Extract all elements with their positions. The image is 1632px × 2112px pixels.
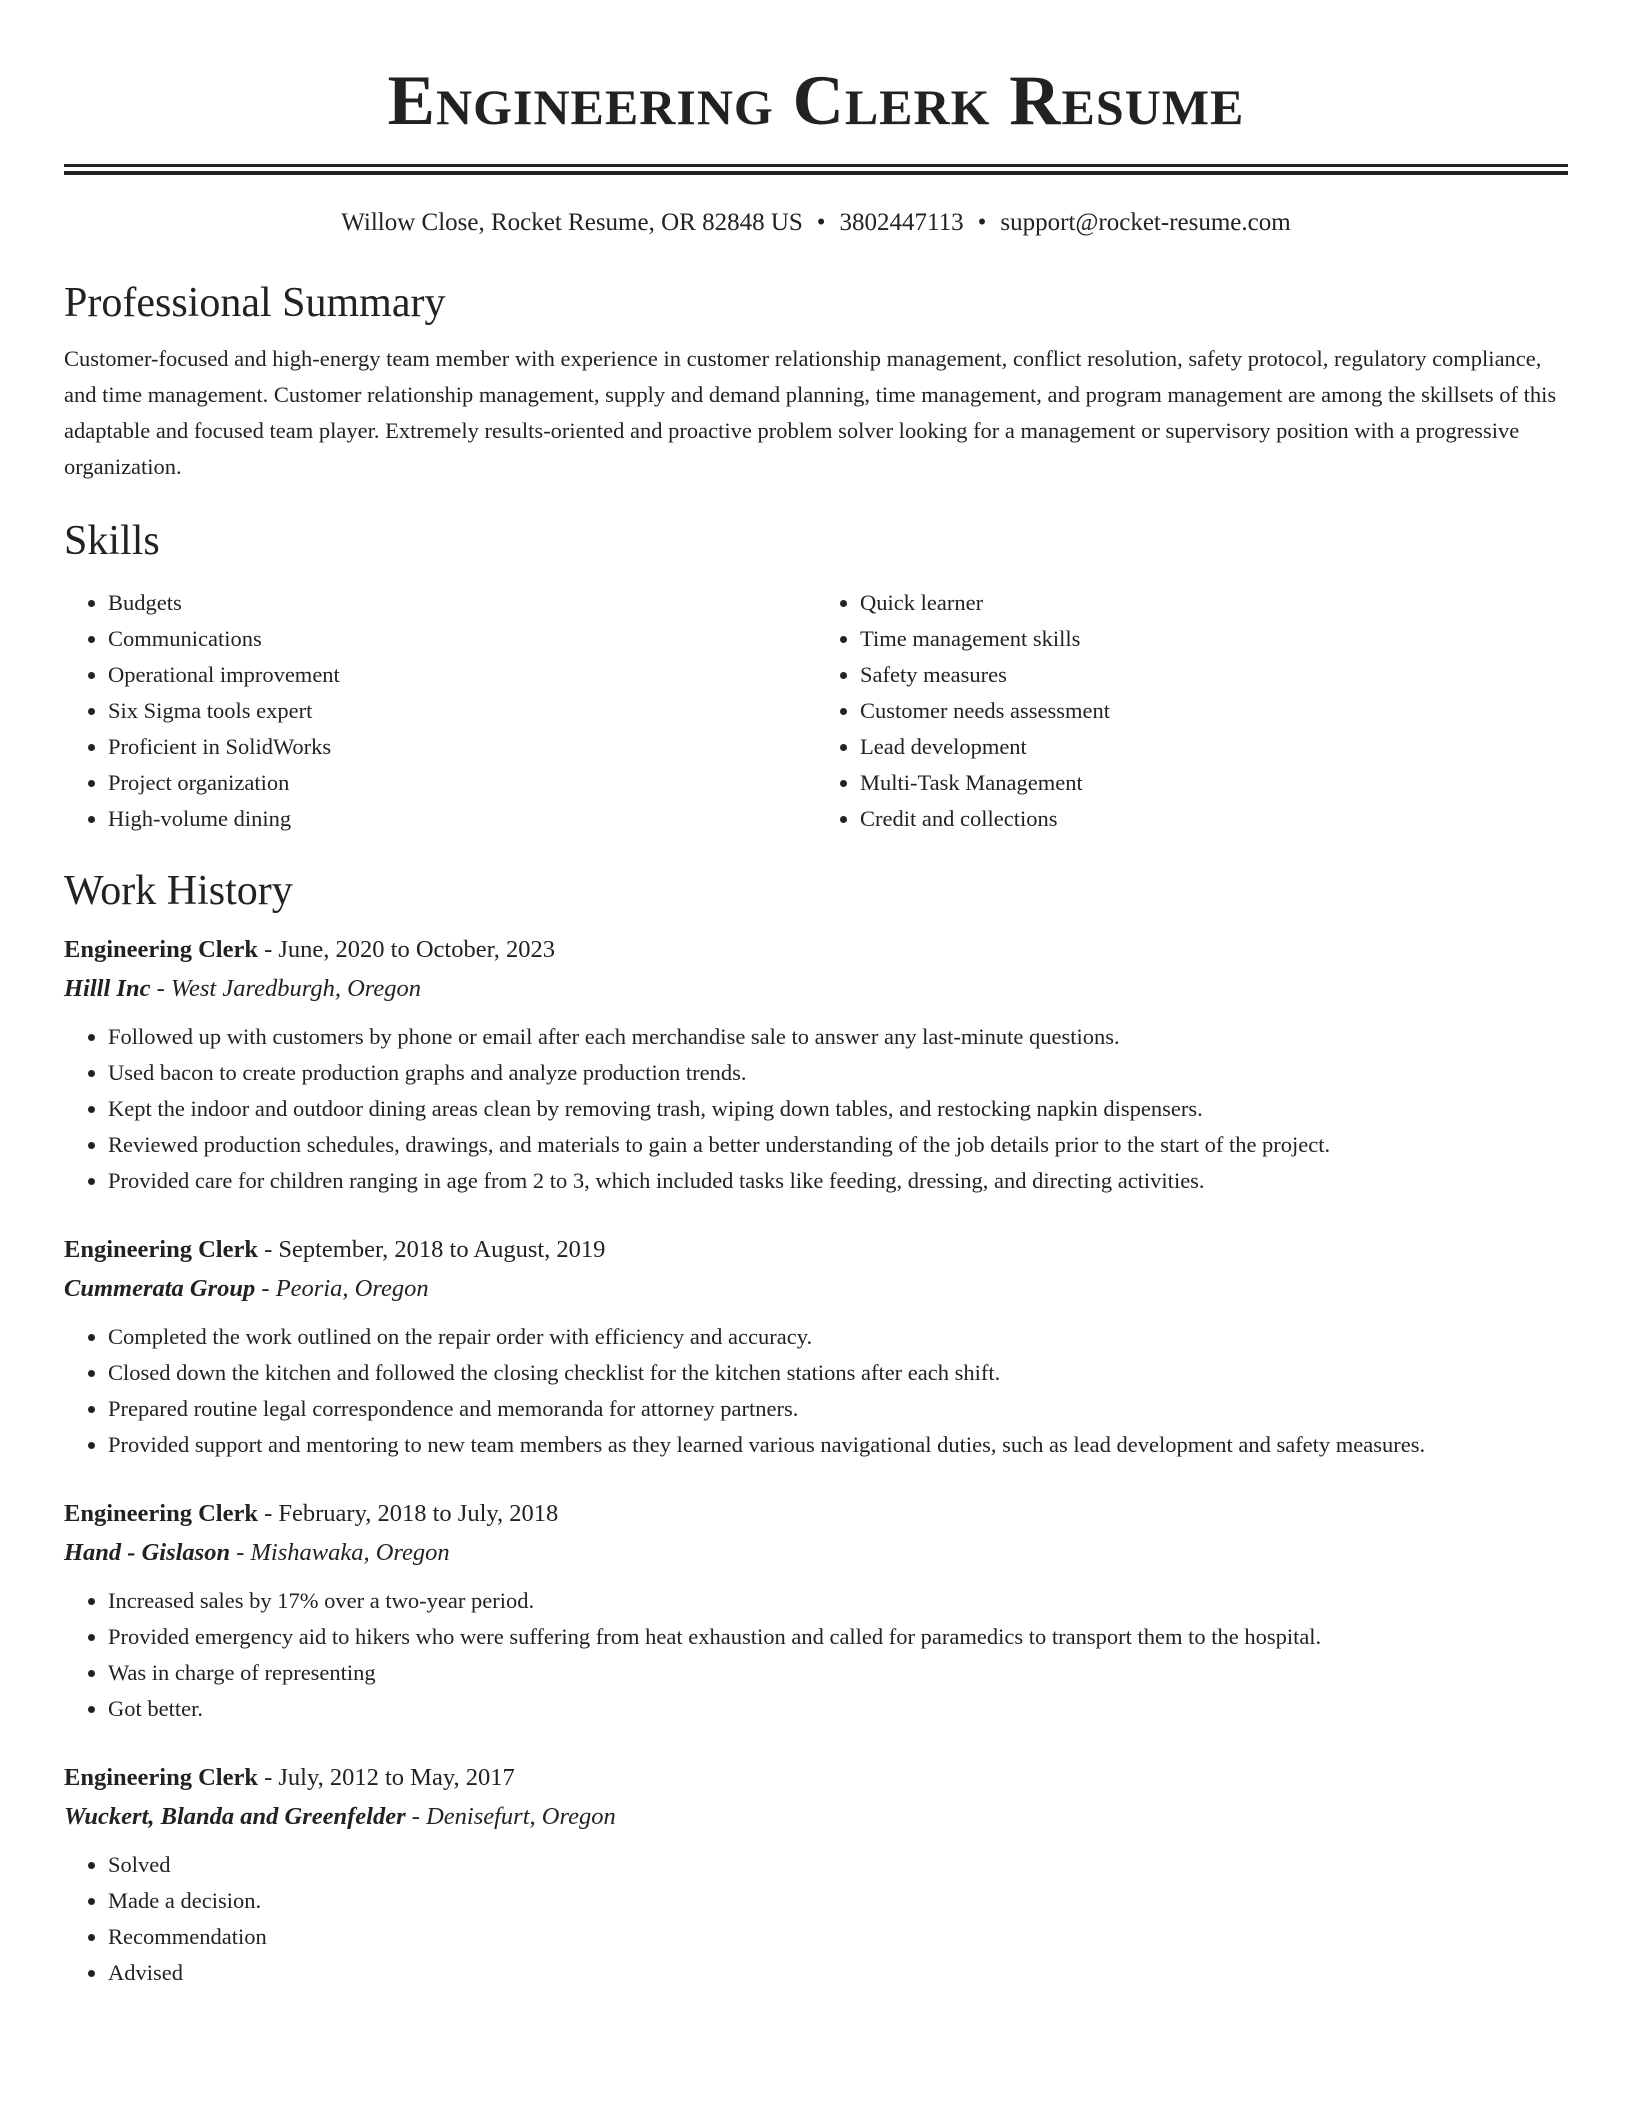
- job-role: Engineering Clerk: [64, 1236, 258, 1263]
- job-duty-item: • Prepared routine legal correspondence and memoranda for attorney partners.: [108, 1391, 1568, 1427]
- skill-item: • Customer needs assessment: [860, 693, 1568, 729]
- contact-phone: 3802447113: [839, 209, 964, 236]
- job-entry: [64, 931, 1568, 1199]
- skill-item: • Safety measures: [860, 657, 1568, 693]
- job-duty-item: • Provided care for children ranging in age from 2 to 3, which included tasks like feeding, dressing, and directing activities.: [108, 1163, 1568, 1199]
- job-duty-item: • Solved: [108, 1847, 1568, 1883]
- job-location: - Mishawaka, Oregon: [230, 1539, 450, 1566]
- job-duty-item: • Followed up with customers by phone or email after each merchandise sale to answer any last-minute questions.: [108, 1019, 1568, 1055]
- skill-item: • Multi-Task Management: [860, 765, 1568, 801]
- contact-separator: •: [977, 209, 987, 236]
- job-duty-item: • Completed the work outlined on the repair order with efficiency and accuracy.: [108, 1319, 1568, 1355]
- contact-email: support@rocket-resume.com: [1000, 209, 1291, 236]
- job-duties: [64, 1583, 1568, 1727]
- job-entry: [64, 1231, 1568, 1463]
- job-entry: [64, 1495, 1568, 1727]
- job-duty-item: • Increased sales by 17% over a two-year period.: [108, 1583, 1568, 1619]
- work-history-heading: Work History: [64, 868, 293, 914]
- job-duty-item: • Closed down the kitchen and followed the closing checklist for the kitchen stations after each shift.: [108, 1355, 1568, 1391]
- skill-item: • Lead development: [860, 729, 1568, 765]
- job-duty-item: • Provided emergency aid to hikers who were suffering from heat exhaustion and called for paramedics to transport them to the hospital.: [108, 1619, 1568, 1655]
- job-dates: - September, 2018 to August, 2019: [257, 1236, 606, 1263]
- skills-list: [64, 585, 1568, 837]
- job-duties: [64, 1019, 1568, 1199]
- job-duty-item: • Was in charge of representing: [108, 1655, 1568, 1691]
- job-duty-item: • Got better.: [108, 1691, 1568, 1727]
- job-company-line: [64, 1797, 1568, 1837]
- job-company: Hand - Gislason: [64, 1539, 231, 1566]
- job-location: - West Jaredburgh, Oregon: [150, 975, 422, 1002]
- job-title-line: [64, 1495, 1568, 1533]
- job-company-line: [64, 1269, 1568, 1309]
- job-duty-item: • Reviewed production schedules, drawings, and materials to gain a better understanding of the job details prior to the start of the project.: [108, 1127, 1568, 1163]
- skill-item: • Budgets: [108, 585, 816, 621]
- job-dates: - February, 2018 to July, 2018: [257, 1500, 559, 1527]
- skill-item: • Quick learner: [860, 585, 1568, 621]
- job-title-line: [64, 1231, 1568, 1269]
- job-duty-item: • Kept the indoor and outdoor dining areas clean by removing trash, wiping down tables, and restocking napkin dispensers.: [108, 1091, 1568, 1127]
- job-role: Engineering Clerk: [64, 1764, 258, 1791]
- skills-heading: Skills: [64, 518, 160, 564]
- skill-item: • Communications: [108, 621, 816, 657]
- skill-item: • Credit and collections: [860, 801, 1568, 837]
- skill-item: • Six Sigma tools expert: [108, 693, 816, 729]
- summary-heading: Professional Summary: [64, 280, 446, 326]
- skills-column-right: [816, 585, 1568, 837]
- job-duties: [64, 1847, 1568, 1991]
- skill-item: • High-volume dining: [108, 801, 816, 837]
- skill-item: • Proficient in SolidWorks: [108, 729, 816, 765]
- job-location: - Peoria, Oregon: [255, 1275, 429, 1302]
- job-title-line: [64, 1759, 1568, 1797]
- skill-item: • Time management skills: [860, 621, 1568, 657]
- job-company: Hilll Inc: [64, 975, 151, 1002]
- job-company-line: [64, 1533, 1568, 1573]
- job-duty-item: • Made a decision.: [108, 1883, 1568, 1919]
- header-divider: [64, 164, 1568, 175]
- job-dates: - July, 2012 to May, 2017: [257, 1764, 515, 1791]
- job-role: Engineering Clerk: [64, 1500, 258, 1527]
- summary-text: Customer-focused and high-energy team member with experience in customer relationship management, conflict resolution, safety protocol, regulatory compliance, and time management. Customer relationship management, supply and demand planning, time management, and program management are among the skillsets of this adaptable and focused team player. Extremely results-oriented and proactive problem solver looking for a management or supervisory position with a progressive organization.: [64, 346, 1557, 479]
- job-entry: [64, 1759, 1568, 1991]
- job-duty-item: • Recommendation: [108, 1919, 1568, 1955]
- job-dates: - June, 2020 to October, 2023: [257, 936, 556, 963]
- job-duty-item: • Advised: [108, 1955, 1568, 1991]
- job-company: Wuckert, Blanda and Greenfelder: [64, 1803, 406, 1830]
- skill-item: • Operational improvement: [108, 657, 816, 693]
- job-duties: [64, 1319, 1568, 1463]
- skill-item: • Project organization: [108, 765, 816, 801]
- job-role: Engineering Clerk: [64, 936, 258, 963]
- job-company-line: [64, 969, 1568, 1009]
- contact-address: Willow Close, Rocket Resume, OR 82848 US: [341, 209, 803, 236]
- resume-title: Engineering Clerk Resume: [387, 62, 1245, 140]
- contact-line: [64, 207, 1568, 239]
- job-title-line: [64, 931, 1568, 969]
- job-location: - Denisefurt, Oregon: [405, 1803, 616, 1830]
- job-duty-item: • Provided support and mentoring to new team members as they learned various navigational duties, such as lead development and safety measures.: [108, 1427, 1568, 1463]
- job-company: Cummerata Group: [64, 1275, 256, 1302]
- contact-separator: •: [816, 209, 826, 236]
- skills-column-left: [64, 585, 816, 837]
- job-duty-item: • Used bacon to create production graphs and analyze production trends.: [108, 1055, 1568, 1091]
